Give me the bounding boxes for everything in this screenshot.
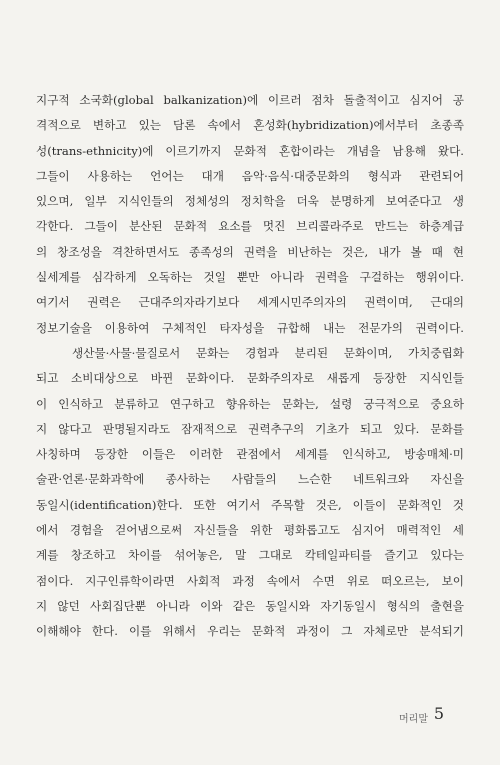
page-number: 5 bbox=[433, 704, 444, 723]
text-line: 지 않던 사회집단뿐 아니라 이와 같은 동일시와 자기동일시 형식의 출현을 bbox=[36, 598, 464, 613]
text-line: 점이다. 지구인류학이라면 사회적 과정 속에서 수면 위로 떠오르는, 보이 bbox=[36, 573, 464, 588]
running-head: 머리말 bbox=[399, 714, 428, 725]
body-text bbox=[36, 88, 464, 645]
text-line: 지구적 소국화(global balkanization)에 이르러 점차 돌출적이고 심지어 공 bbox=[36, 93, 464, 107]
text-line: 되고 소비대상으로 바뀐 문화이다. 문화주의자로 새롭게 등장한 지식인들 bbox=[36, 371, 464, 386]
page-footer bbox=[0, 706, 500, 730]
text-line: 정보기술을 이용하여 구체적인 타자성을 규합해 내는 전문가의 권력이다. bbox=[36, 320, 464, 335]
text-line: 이 인식하고 분류하고 연구하고 향유하는 문화는, 설령 궁극적으로 중요하 bbox=[36, 396, 464, 411]
text-line: 격적으로 변하고 있는 담론 속에서 혼성화(hybridization)에서부터 초종족 bbox=[36, 118, 464, 133]
text-line: 에서 경험을 걷어냄으로써 자신들을 위한 평화롭고도 심지어 매력적인 세 bbox=[36, 523, 464, 538]
text-line: 생산물·사물·물질로서 문화는 경험과 분리된 문화이며, 가치중립화 bbox=[72, 345, 464, 360]
text-line: 술관·언론·문화과학에 종사하는 사람들의 느슨한 네트워크와 자신을 bbox=[36, 472, 464, 487]
paragraph-2 bbox=[36, 341, 464, 645]
text-line: 있으며, 일부 지식인들의 정체성의 정치학을 더욱 분명하게 보여준다고 생 bbox=[36, 194, 464, 209]
text-line: 실세계를 심각하게 오독하는 것일 뿐만 아니라 권력을 구걸하는 행위이다. bbox=[36, 270, 464, 285]
paragraph-1 bbox=[36, 88, 464, 341]
text-line: 사칭하며 등장한 이들은 이러한 관점에서 세계를 인식하고, 방송매체·미 bbox=[36, 447, 464, 462]
text-line: 여기서 권력은 근대주의자라기보다 세계시민주의자의 권력이며, 근대의 bbox=[36, 295, 464, 310]
text-line: 의 창조성을 격찬하면서도 종족성의 권력을 비난하는 것은, 내가 볼 때 현 bbox=[36, 244, 464, 259]
text-line: 이해해야 한다. 이를 위해서 우리는 문화적 과정이 그 자체로만 분석되기 bbox=[36, 624, 464, 639]
text-line: 계를 창조하고 차이를 섞어놓은, 말 그대로 칵테일파티를 즐기고 있다는 bbox=[36, 548, 464, 563]
text-line: 동일시(identification)한다. 또한 여기서 주목할 것은, 이들이 문화적인 것 bbox=[36, 497, 464, 512]
text-line: 그들이 사용하는 언어는 대개 음악·음식·대중문화의 형식과 관련되어 bbox=[36, 168, 464, 183]
text-line: 지 않다고 판명될지라도 잠재적으로 권력추구의 기초가 되고 있다. 문화를 bbox=[36, 421, 464, 436]
text-line: 성(trans-ethnicity)에 이르기까지 문화적 혼합이라는 개념을 남용해 왔다. bbox=[36, 143, 464, 158]
text-line: 각한다. 그들이 분산된 문화적 요소를 멋진 브리콜라주로 만드는 하층계급 bbox=[36, 219, 464, 234]
